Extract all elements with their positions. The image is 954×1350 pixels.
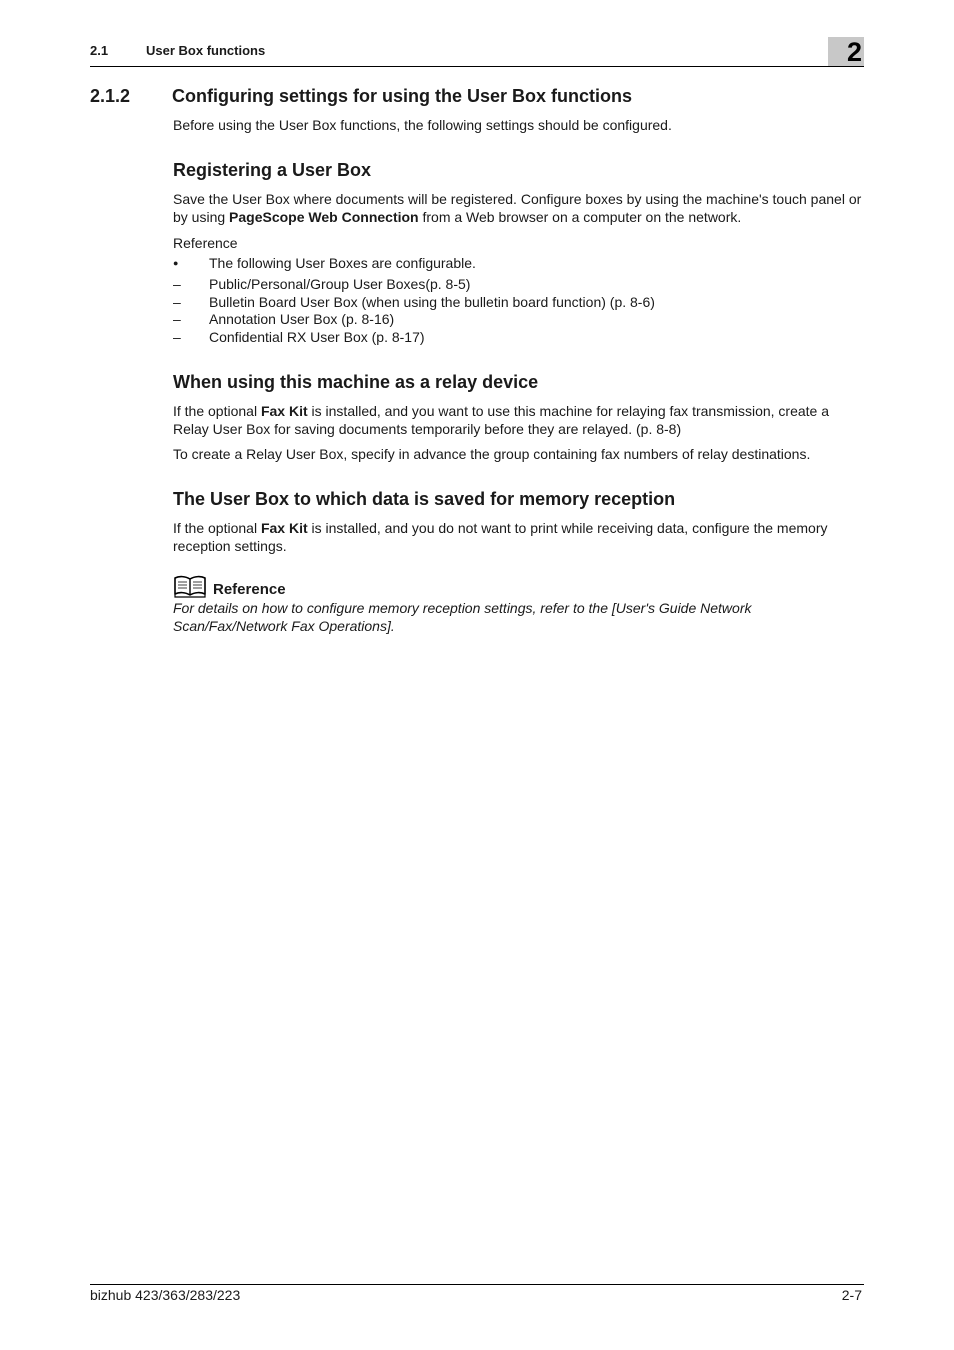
book-icon <box>173 574 207 598</box>
footer-model: bizhub 423/363/283/223 <box>90 1287 241 1303</box>
bullet-item <box>173 255 476 273</box>
relay-paragraph-2: To create a Relay User Box, specify in advance the group containing fax numbers of relay destinations. <box>173 446 811 462</box>
memory-text-b: is installed, and you do not want to print while receiving data, configure the memory reception settings. <box>173 520 828 554</box>
reference-label: Reference <box>173 235 238 251</box>
list-item <box>173 311 394 329</box>
registering-paragraph <box>173 191 865 226</box>
chapter-badge <box>828 37 864 66</box>
header-section-number: 2.1 <box>90 43 109 58</box>
reference-text: For details on how to configure memory reception settings, refer to the [User's Guide Network Scan/Fax/Network Fax Operations]. <box>173 600 752 634</box>
subheading-relay-device: When using this machine as a relay device <box>173 372 539 392</box>
header-section-title: User Box functions <box>146 43 266 58</box>
dash-mark: – <box>173 276 181 292</box>
list-item-text: Confidential RX User Box (p. 8-17) <box>209 329 425 345</box>
subheading-memory-reception: The User Box to which data is saved for memory reception <box>173 489 676 509</box>
section-heading-number: 2.1.2 <box>90 86 131 106</box>
dash-mark: – <box>173 329 181 345</box>
bullet-text: The following User Boxes are configurable. <box>209 255 476 271</box>
dash-mark: – <box>173 311 181 327</box>
pagescope-web-connection: PageScope Web Connection <box>229 208 419 225</box>
registering-text-a: Save the User Box where documents will be registered. Configure boxes by using the machine's touch panel or by using <box>173 191 862 225</box>
footer-page-number: 2-7 <box>841 1287 862 1303</box>
page-header <box>90 36 864 67</box>
intro-paragraph: Before using the User Box functions, the following settings should be configured. <box>173 117 672 133</box>
section-heading <box>90 86 632 107</box>
fax-kit: Fax Kit <box>260 403 308 419</box>
list-item-text: Annotation User Box (p. 8-16) <box>209 311 395 327</box>
bullet-mark: ● <box>173 258 179 268</box>
reference-heading-label: Reference <box>213 581 286 598</box>
list-item-text: Bulletin Board User Box (when using the bulletin board function) (p. 8-6) <box>209 294 655 310</box>
relay-text-a: If the optional <box>173 403 261 419</box>
memory-reception-paragraph <box>173 520 865 555</box>
list-item-text: Public/Personal/Group User Boxes(p. 8-5) <box>209 276 471 292</box>
relay-text-b: is installed, and you want to use this machine for relaying fax transmission, create a Relay User Box for saving documents temporarily before they are relayed. (p. 8-8) <box>173 403 830 437</box>
fax-kit: Fax Kit <box>260 520 308 536</box>
memory-text-a: If the optional <box>173 520 261 536</box>
registering-text-b: from a Web browser on a computer on the network. <box>418 208 742 225</box>
list-item <box>173 294 655 312</box>
list-item <box>173 276 470 294</box>
subheading-registering: Registering a User Box <box>173 160 372 180</box>
relay-paragraph-1 <box>173 403 865 438</box>
chapter-number: 2 <box>846 37 862 67</box>
page-footer <box>90 1284 864 1303</box>
list-item <box>173 329 425 347</box>
section-heading-title: Configuring settings for using the User Box functions <box>172 86 633 106</box>
dash-mark: – <box>173 294 181 310</box>
